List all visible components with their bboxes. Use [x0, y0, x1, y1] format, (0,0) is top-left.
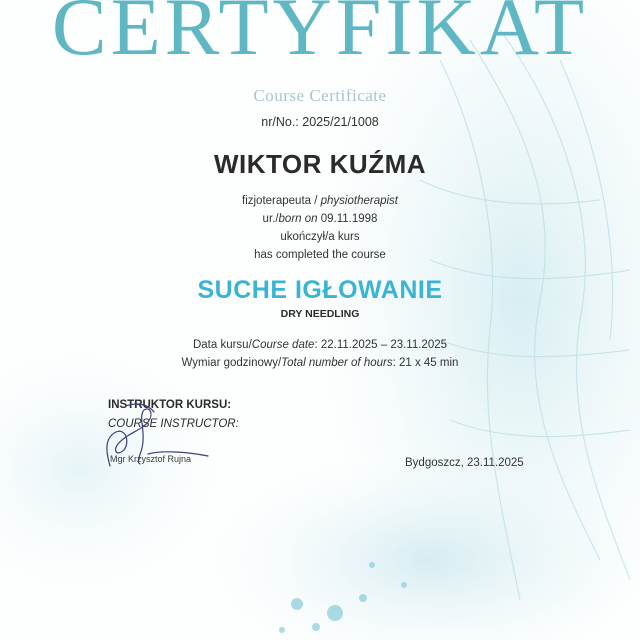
course-name-en: DRY NEEDLING [280, 308, 360, 320]
course-name: SUCHE IGŁOWANIE [197, 276, 443, 304]
completed-pl: ukończył/a kurs [280, 231, 360, 243]
instructor-heading-en: COURSE INSTRUCTOR: [108, 418, 239, 430]
hours-line [0, 357, 640, 369]
birth-line [0, 213, 640, 225]
hours-value: : 21 x 45 min [392, 357, 459, 369]
profession-en: physiotherapist [320, 195, 398, 207]
hours-label-pl: Wymiar godzinowy/ [181, 357, 282, 369]
place-date: Bydgoszcz, 23.11.2025 [405, 457, 524, 469]
course-date-label-pl: Data kursu/ [192, 339, 252, 351]
instructor-name: Mgr Krzysztof Rujna [110, 454, 192, 464]
course-date-line [0, 339, 640, 351]
profession-pl: fizjoterapeuta / [242, 195, 321, 207]
number-value: 2025/21/1008 [302, 115, 379, 129]
born-en: born on [278, 213, 318, 225]
recipient-name: WIKTOR KUŹMA [213, 149, 427, 179]
instructor-heading: INSTRUKTOR KURSU: [108, 399, 232, 411]
certificate-subtitle: Course Certificate [253, 86, 387, 105]
course-date-label-en: Course date [251, 339, 315, 351]
profession-line [0, 195, 640, 207]
course-date-value: : 22.11.2025 – 23.11.2025 [314, 339, 448, 351]
certificate-title: CERTYFIKAT [51, 0, 589, 72]
hours-label-en: Total number of hours [281, 357, 393, 369]
born-pl: ur./ [262, 213, 279, 225]
completed-en: has completed the course [254, 249, 386, 261]
born-date: 09.11.1998 [317, 213, 378, 225]
certificate-number [0, 115, 640, 129]
number-label: nr/No.: [261, 115, 303, 129]
